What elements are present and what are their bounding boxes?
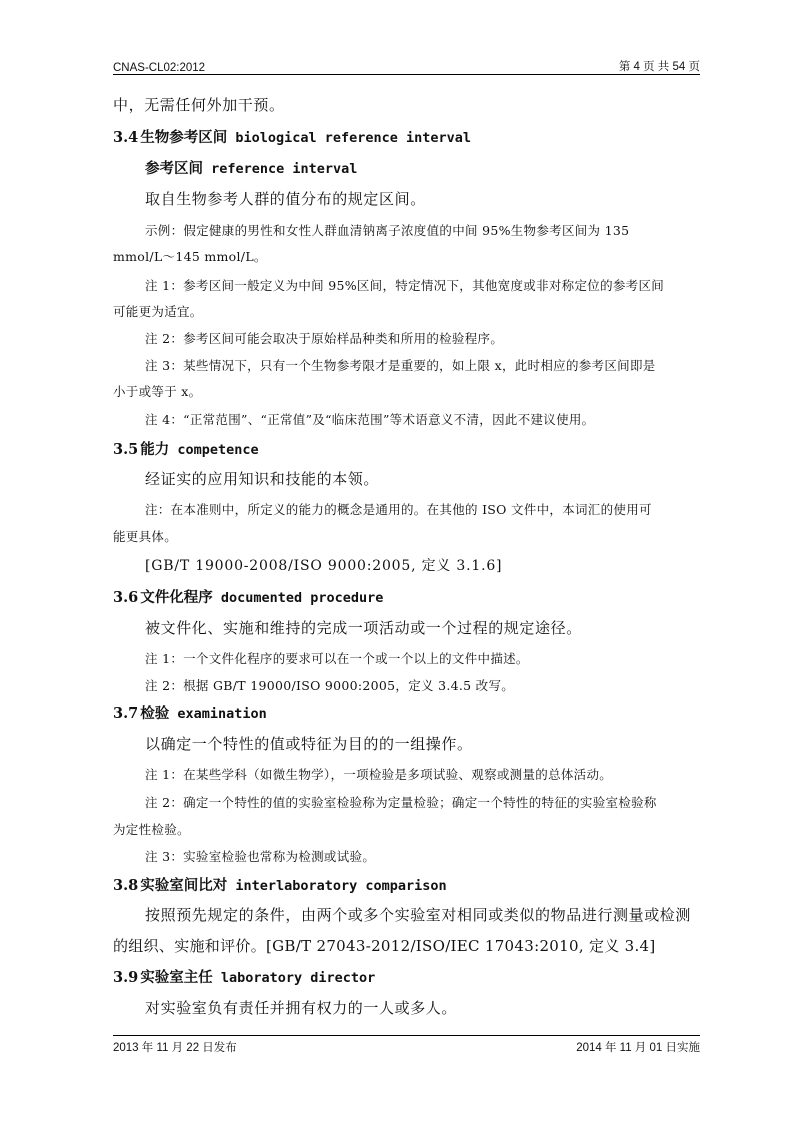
definition: 取自生物参考人群的值分布的规定区间。 [145, 190, 426, 208]
definition: 对实验室负有责任并拥有权力的一人或多人。 [145, 999, 458, 1017]
definition: 被文件化、实施和维持的完成一项活动或一个过程的规定途径。 [145, 619, 582, 637]
term-heading-reference-interval: 参考区间 reference interval [145, 160, 358, 177]
page-header [113, 56, 700, 74]
section-heading-3-5: 3.5 能力 competence [113, 441, 259, 458]
text-line: 中，无需任何外加干预。 [113, 96, 285, 114]
section-heading-3-6: 3.6 文件化程序 documented procedure [113, 589, 384, 606]
example-line: mmol/L～145 mmol/L。 [113, 249, 267, 264]
note-line: 可能更为适宜。 [113, 304, 203, 319]
effective-date: 2014 年 11 月 01 日实施 [576, 1042, 700, 1054]
definition: 的组织、实施和评价。[GB/T 27043-2012/ISO/IEC 17043:2010, 定义 3.4] [113, 937, 656, 955]
note-line: 注 3：实验室检验也常称为检测或试验。 [145, 849, 376, 864]
footer-rule [113, 1035, 700, 1036]
note-line: 注 2：确定一个特性的值的实验室检验称为定量检验；确定一个特性的特征的实验室检验称 [145, 795, 657, 810]
note-line: 注：在本准则中，所定义的能力的概念是通用的。在其他的 ISO 文件中，本词汇的使用可 [145, 502, 652, 517]
note-line: 小于或等于 x。 [113, 384, 202, 399]
note-line: 注 2：参考区间可能会取决于原始样品种类和所用的检验程序。 [145, 331, 504, 346]
header-rule [113, 74, 700, 75]
note-line: 注 3：某些情况下，只有一个生物参考限才是重要的，如上限 x，此时相应的参考区间即是 [145, 358, 656, 373]
note-line: 注 1：在某些学科（如微生物学），一项检验是多项试验、观察或测量的总体活动。 [145, 767, 613, 782]
note-line: 能更具体。 [113, 529, 178, 544]
note-line: 注 4：“正常范围”、“正常值”及“临床范围”等术语意义不清，因此不建议使用。 [145, 412, 595, 427]
page-number: 第 4 页 共 54 页 [618, 61, 700, 73]
note-line: 注 1：参考区间一般定义为中间 95%区间，特定情况下，其他宽度或非对称定位的参考区间 [145, 278, 665, 293]
definition: 以确定一个特性的值或特征为目的的一组操作。 [145, 735, 473, 753]
page-footer [113, 1039, 700, 1055]
note-line: 注 2：根据 GB/T 19000/ISO 9000:2005，定义 3.4.5 改写。 [145, 678, 515, 693]
example-line: 示例：假定健康的男性和女性人群血清钠离子浓度值的中间 95%生物参考区间为 135 [145, 223, 630, 238]
definition: 按照预先规定的条件，由两个或多个实验室对相同或类似的物品进行测量或检测 [145, 906, 692, 924]
section-heading-3-8: 3.8 实验室间比对 interlaboratory comparison [113, 877, 447, 894]
note-line: 注 1：一个文件化程序的要求可以在一个或一个以上的文件中描述。 [145, 651, 529, 666]
note-line: 为定性检验。 [113, 822, 190, 837]
reference-citation: [GB/T 19000-2008/ISO 9000:2005, 定义 3.1.6] [145, 558, 503, 574]
section-heading-3-4: 3.4 生物参考区间 biological reference interval [113, 129, 472, 146]
definition: 经证实的应用知识和技能的本领。 [145, 470, 380, 488]
issue-date: 2013 年 11 月 22 日发布 [113, 1042, 237, 1054]
section-heading-3-9: 3.9 实验室主任 laboratory director [113, 969, 376, 986]
doc-code: CNAS-CL02:2012 [113, 62, 206, 74]
section-heading-3-7: 3.7 检验 examination [113, 705, 267, 722]
